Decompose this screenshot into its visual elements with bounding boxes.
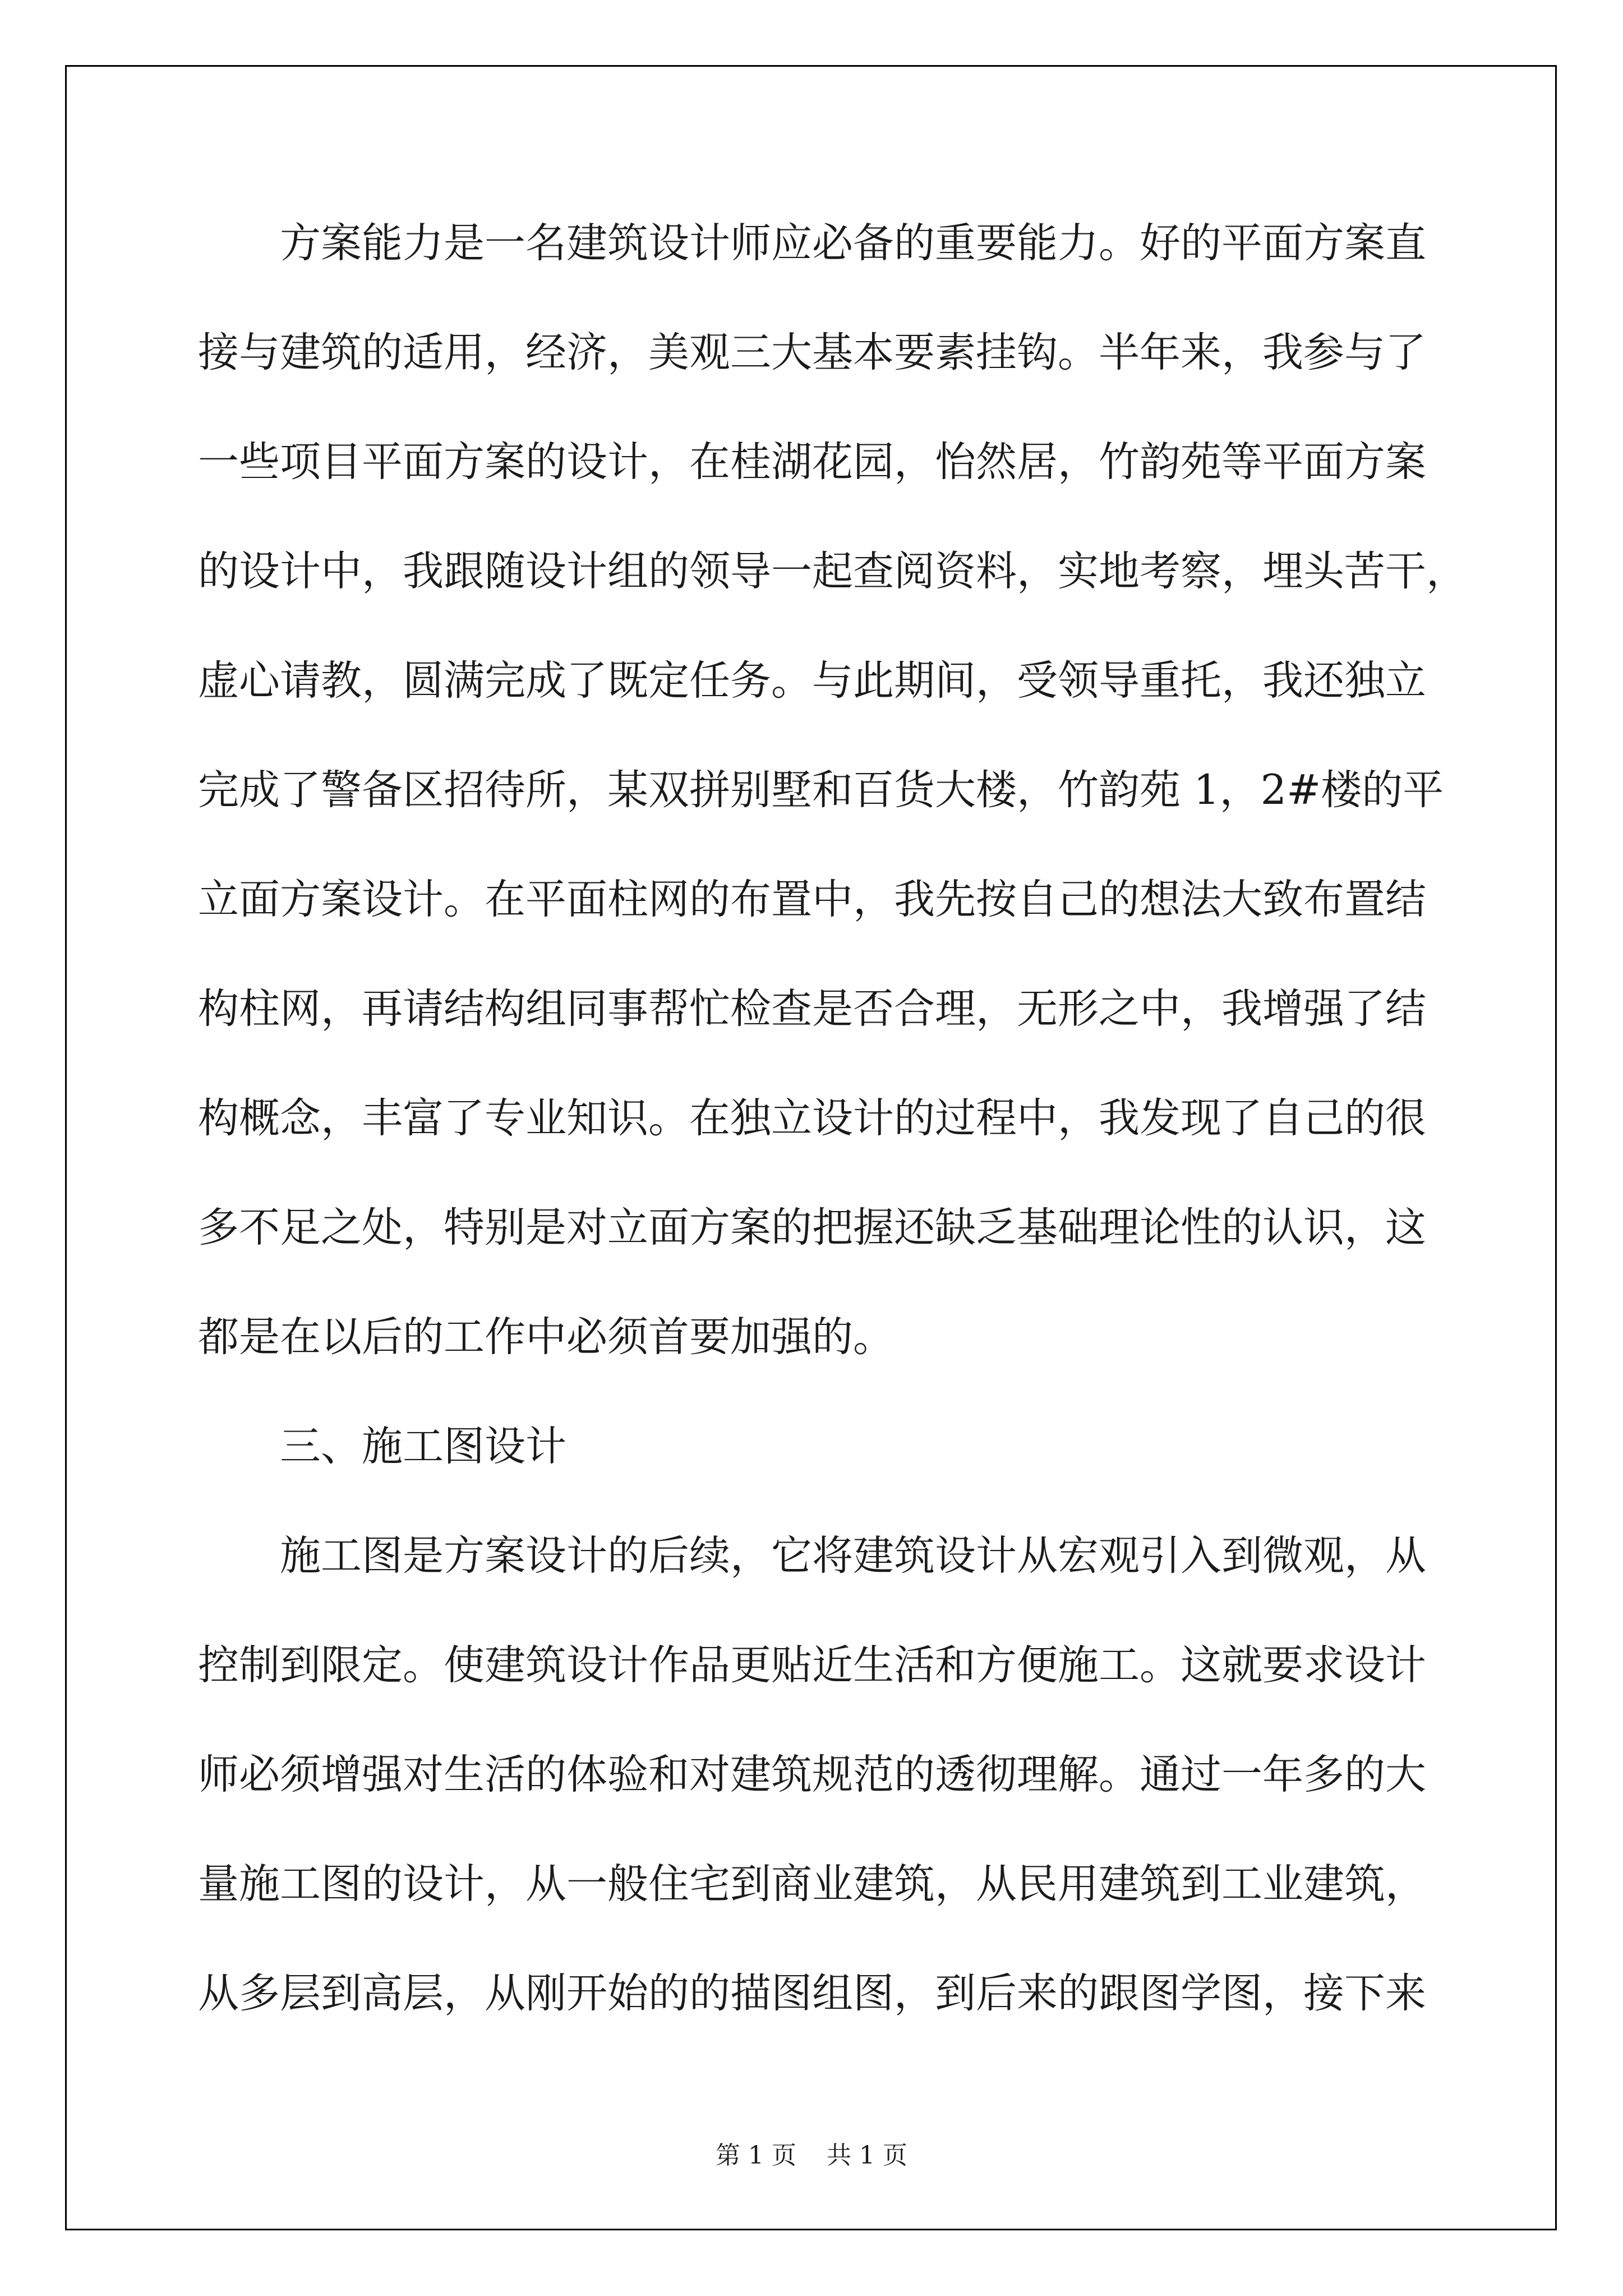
- paragraph-line: 施工图是方案设计的后续，它将建筑设计从宏观引入到微观，从: [280, 1532, 1426, 1580]
- page-total: 共 1 页: [827, 2141, 907, 2170]
- paragraph-line: 立面方案设计。在平面柱网的布置中，我先按自己的想法大致布置结: [198, 876, 1426, 923]
- paragraph-line: 多不足之处，特别是对立面方案的把握还缺乏基础理论性的认识，这: [198, 1204, 1426, 1251]
- paragraph-line: 的设计中，我跟随设计组的领导一起查阅资料，实地考察，埋头苦干，: [198, 547, 1467, 595]
- document-body: [198, 216, 1467, 2076]
- paragraph-line: 虚心请教，圆满完成了既定任务。与此期间，受领导重托，我还独立: [198, 657, 1426, 705]
- paragraph-line: 师必须增强对生活的体验和对建筑规范的透彻理解。通过一年多的大: [198, 1751, 1426, 1798]
- paragraph-line: 构柱网，再请结构组同事帮忙检查是否合理，无形之中，我增强了结: [198, 985, 1426, 1033]
- paragraph-line: 接与建筑的适用，经济，美观三大基本要素挂钩。半年来，我参与了: [198, 329, 1426, 376]
- paragraph-line: 方案能力是一名建筑设计师应必备的重要能力。好的平面方案直: [280, 219, 1426, 267]
- paragraph-line: 一些项目平面方案的设计，在桂湖花园，怡然居，竹韵苑等平面方案: [198, 438, 1426, 486]
- paragraph-line: 控制到限定。使建筑设计作品更贴近生活和方便施工。这就要求设计: [198, 1641, 1426, 1689]
- paragraph-line: 完成了警备区招待所，某双拼别墅和百货大楼，竹韵苑 1，2#楼的平: [198, 766, 1444, 814]
- page-number: 第 1 页: [716, 2141, 796, 2170]
- paragraph-line: 都是在以后的工作中必须首要加强的。: [198, 1313, 894, 1361]
- paragraph-line: 构概念，丰富了专业知识。在独立设计的过程中，我发现了自己的很: [198, 1094, 1426, 1142]
- section-heading: 三、施工图设计: [280, 1423, 566, 1470]
- page-footer: [0, 2135, 1623, 2171]
- paragraph-line: 量施工图的设计，从一般住宅到商业建筑，从民用建筑到工业建筑，: [198, 1860, 1426, 1908]
- paragraph-line: 从多层到高层，从刚开始的的描图组图，到后来的跟图学图，接下来: [198, 1970, 1426, 2017]
